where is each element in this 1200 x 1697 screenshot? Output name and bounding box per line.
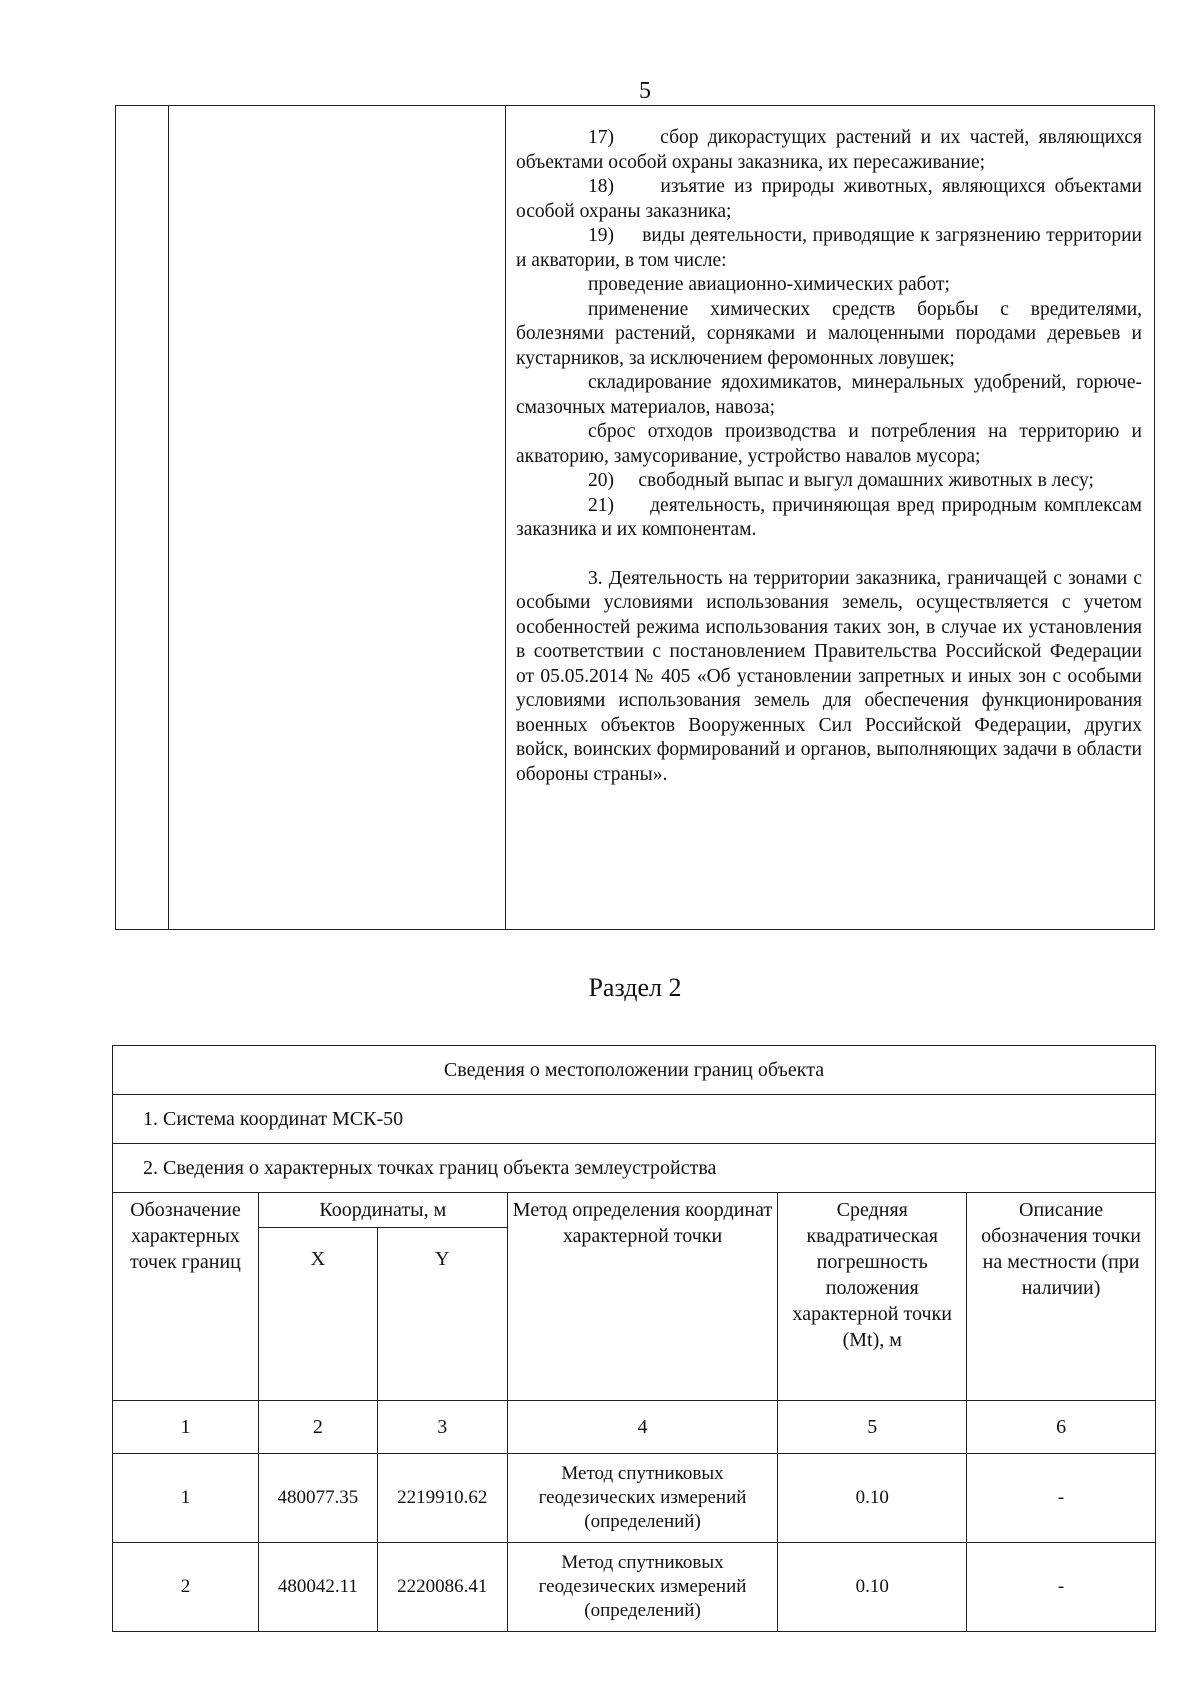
point-y: 2220086.41 — [377, 1543, 507, 1632]
column-number: 1 — [113, 1401, 259, 1454]
point-x: 480042.11 — [258, 1543, 377, 1632]
sub-item-waste: сброс отходов производства и потребления на территорию и акваторию, замусоривание, устройство навалов мусора; — [516, 421, 1142, 467]
point-id: 1 — [113, 1454, 259, 1543]
sub-item-aviation: проведение авиационно-химических работ; — [588, 274, 950, 295]
list-item-19: 19) виды деятельности, приводящие к загрязнению территории и акватории, в том числе: — [516, 225, 1142, 271]
list-item-18: 18) изъятие из природы животных, являющихся объектами особой охраны заказника; — [516, 176, 1142, 222]
list-item-21: 21) деятельность, причиняющая вред природным комплексам заказника и их компонентам. — [516, 494, 1142, 540]
header-description: Описание обозначения точки на местности (при наличии) — [967, 1193, 1156, 1401]
point-error: 0.10 — [778, 1454, 967, 1543]
section-title: Раздел 2 — [588, 973, 682, 1002]
restrictions-col-number — [116, 106, 169, 929]
column-number: 6 — [967, 1401, 1156, 1454]
point-id: 2 — [113, 1543, 259, 1632]
column-number: 4 — [507, 1401, 778, 1454]
restrictions-col-text — [506, 106, 1154, 929]
restrictions-table — [115, 105, 1155, 930]
header-coordinates: Координаты, м — [258, 1193, 507, 1228]
list-item-17: 17) сбор дикорастущих растений и их частей, являющихся объектами особой охраны заказника, их пересаживание; — [516, 127, 1142, 173]
header-x: X — [258, 1228, 377, 1401]
coordinate-system: 1. Система координат МСК-50 — [113, 1095, 1156, 1144]
column-number: 5 — [778, 1401, 967, 1454]
table-row — [113, 1543, 1156, 1632]
sub-item-chemicals: применение химических средств борьбы с вредителями, болезнями растений, сорняками и малоценными породами деревьев и кустарников, за исключением феромонных ловушек; — [516, 298, 1142, 369]
restrictions-col-name — [169, 106, 506, 929]
point-error: 0.10 — [778, 1543, 967, 1632]
point-method: Метод спутниковых геодезических измерений (определений) — [507, 1454, 778, 1543]
point-method: Метод спутниковых геодезических измерений (определений) — [507, 1543, 778, 1632]
points-title: 2. Сведения о характерных точках границ объекта землеустройства — [113, 1144, 1156, 1193]
point-description: - — [967, 1543, 1156, 1632]
sub-item-storage: складирование ядохимикатов, минеральных удобрений, горюче-смазочных материалов, навоза; — [516, 372, 1142, 418]
header-method: Метод определения координат характерной точки — [507, 1193, 778, 1401]
point-x: 480077.35 — [258, 1454, 377, 1543]
header-error: Средняя квадратическая погрешность положения характерной точки (Mt), м — [778, 1193, 967, 1401]
column-number: 2 — [258, 1401, 377, 1454]
column-number: 3 — [377, 1401, 507, 1454]
point-y: 2219910.62 — [377, 1454, 507, 1543]
paragraph-3: 3. Деятельность на территории заказника, граничащей с зонами с особыми условиями использования земель, осуществляется с учетом особенностей режима использования таких зон, в случае их установления в соответствии с постановлением Правительства Российской Федерации от 05.05.2014 № 405 «Об установлении запретных и иных зон с особыми условиями использования земель для обеспечения функционирования военных объектов Вооруженных Сил Российской Федерации, других войск, воинских формирований и органов, выполняющих задачи в области обороны страны». — [516, 567, 1142, 785]
table-title: Сведения о местоположении границ объекта — [113, 1046, 1156, 1095]
coordinates-table — [112, 1045, 1156, 1632]
header-y: Y — [377, 1228, 507, 1401]
page-number: 5 — [639, 78, 651, 104]
header-designation: Обозначение характерных точек границ — [113, 1193, 259, 1401]
table-row — [113, 1454, 1156, 1543]
list-item-20: 20) свободный выпас и выгул домашних животных в лесу; — [588, 470, 1094, 491]
point-description: - — [967, 1454, 1156, 1543]
